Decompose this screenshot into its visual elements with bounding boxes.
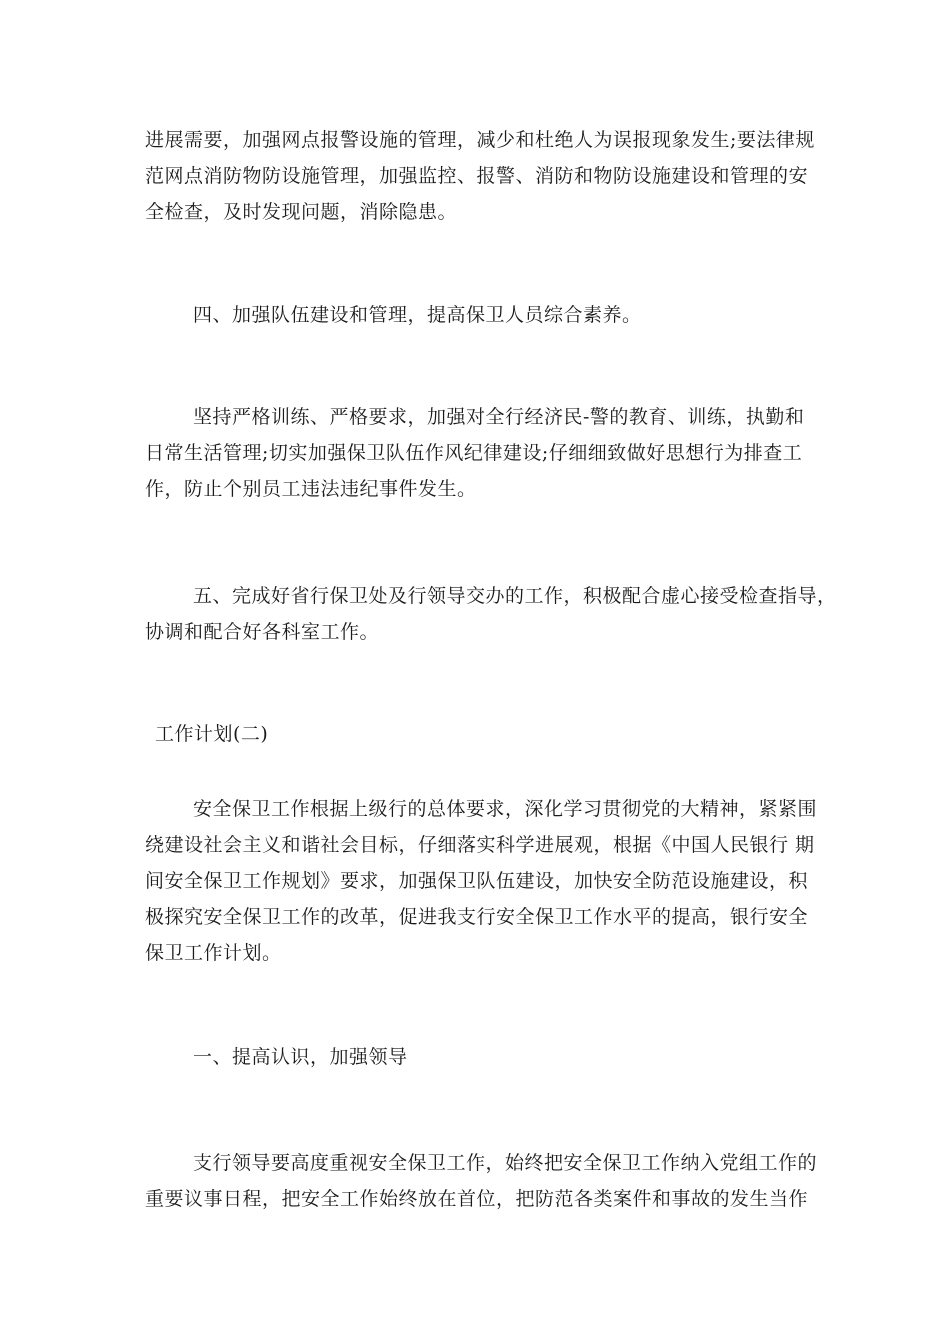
- plan-title: 工作计划(二): [155, 723, 269, 745]
- paragraph-line: 进展需要，加强网点报警设施的管理，减少和杜绝人为误报现象发生;要法律规: [145, 129, 815, 151]
- section-heading-5-cont: 协调和配合好各科室工作。: [145, 621, 380, 643]
- paragraph-line: 极探究安全保卫工作的改革，促进我支行安全保卫工作水平的提高，银行安全: [145, 906, 809, 928]
- paragraph-line: 安全保卫工作根据上级行的总体要求，深化学习贯彻党的大精神，紧紧围: [193, 798, 818, 820]
- paragraph-line: 支行领导要高度重视安全保卫工作，始终把安全保卫工作纳入党组工作的: [193, 1152, 818, 1174]
- paragraph-line: 作，防止个别员工违法违纪事件发生。: [145, 478, 477, 500]
- section-heading-5: 五、完成好省行保卫处及行领导交办的工作，积极配合虚心接受检查指导，: [193, 585, 837, 607]
- paragraph-line: 间安全保卫工作规划》要求，加强保卫队伍建设，加快安全防范设施建设，积: [145, 870, 809, 892]
- paragraph-line: 保卫工作计划。: [145, 942, 282, 964]
- section-heading-1: 一、提高认识，加强领导: [193, 1046, 408, 1068]
- paragraph-line: 日常生活管理;切实加强保卫队伍作风纪律建设;仔细细致做好思想行为排查工: [145, 442, 803, 464]
- paragraph-line: 范网点消防物防设施管理，加强监控、报警、消防和物防设施建设和管理的安: [145, 165, 809, 187]
- paragraph-line: 绕建设社会主义和谐社会目标，仔细落实科学进展观，根据《中国人民银行 期: [145, 834, 815, 856]
- section-heading-4: 四、加强队伍建设和管理，提高保卫人员综合素养。: [193, 304, 642, 326]
- paragraph-line: 全检查，及时发现问题，消除隐患。: [145, 201, 458, 223]
- paragraph-line: 坚持严格训练、严格要求，加强对全行经济民-警的教育、训练，执勤和: [193, 406, 805, 428]
- paragraph-line: 重要议事日程，把安全工作始终放在首位，把防范各类案件和事故的发生当作: [145, 1188, 809, 1210]
